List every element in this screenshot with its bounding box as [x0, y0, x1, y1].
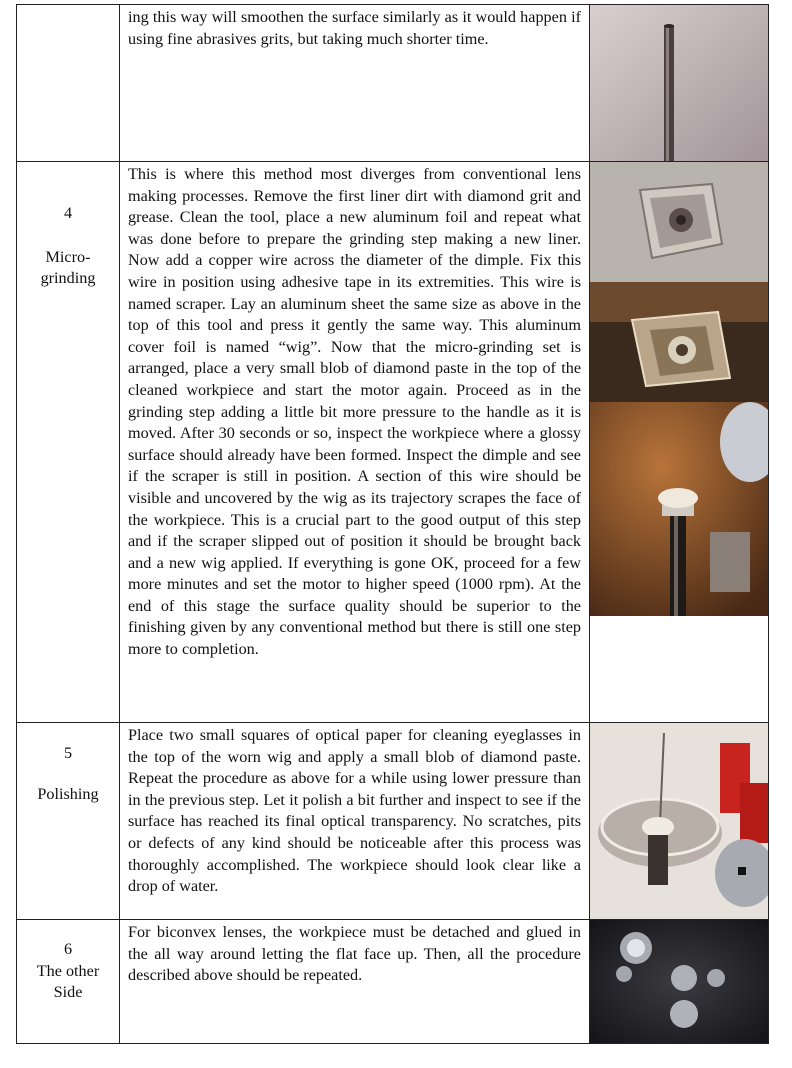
step-number: 5 [63, 744, 73, 762]
table-row [17, 920, 769, 1044]
procedure-table [16, 4, 769, 1044]
step-image-cell [590, 5, 769, 162]
step-description: ing this way will smoothen the surface similarly as it would happen if using fine abrasives grits, but taking much shorter time. [128, 8, 581, 48]
step-name: Micro- grinding [40, 247, 96, 287]
step-label-cell [17, 162, 120, 723]
step-number: 6 [63, 940, 73, 958]
finished-lenses-photo [590, 920, 768, 1043]
step-number: 4 [63, 204, 73, 222]
step-image-cell [590, 723, 769, 920]
step-label-cell [17, 723, 120, 920]
glass-rod-photo [590, 5, 768, 161]
polishing-setup-photo [590, 723, 768, 919]
step-description: This is where this method most diverges from conventional lens making processes. Remove the first liner dirt with diamond grit and grease. Clean the tool, place a new aluminum foil and repeat what was done before to prepare the grinding step making a new liner. Now add a copper wire across the diameter of the dimple. Fix this wire in position using adhesive tape in its extremities. This wire is named scraper. Lay an aluminum sheet the same size as above in the top of this tool and press it gently the same way. This aluminum cover foil is named “wig”. Now that the micro-grinding set is arranged, place a very small blob of diamond paste in the top of the cleaned workpiece and start the motor again. Proceed as in the grinding step adding a little bit more pressure to the handle as it is moved. After 30 seconds or so, inspect the workpiece where a glossy surface should already have been formed. Inspect the dimple and see if the scraper is still in position. A section of this wire should be visible and uncovered by the wig as its trajectory scrapes the face of the workpiece. This is a crucial part to the good output of this step and if the scraper slipped out of position it should be brought back and a new wig applied. If everything is gone OK, proceed for a few more minutes and set the motor to higher speed (1000 rpm). At the end of this stage the surface quality should be superior to the finishing given by any conventional method but there is still one step more to completion. [128, 165, 581, 659]
step-description: For biconvex lenses, the workpiece must be detached and glued in the all way around letting the flat face up. Then, all the procedure described above should be repeated. [128, 923, 581, 985]
step-image-cell [590, 920, 769, 1044]
table-row [17, 723, 769, 920]
step-image-cell [590, 162, 769, 723]
step-name: The other Side [36, 961, 100, 1001]
crumpled-foil-wig-photo [590, 282, 768, 402]
step-text-cell [120, 162, 590, 723]
step-label-cell [17, 920, 120, 1044]
step-name: Polishing [37, 784, 99, 803]
table-row [17, 5, 769, 162]
step-text-cell [120, 5, 590, 162]
workpiece-on-spindle-photo [590, 402, 768, 616]
step-text-cell [120, 723, 590, 920]
step-text-cell [120, 920, 590, 1044]
table-row [17, 162, 769, 723]
step-label-cell [17, 5, 120, 162]
step-description: Place two small squares of optical paper for cleaning eyeglasses in the top of the worn wig and apply a small blob of diamond paste. Repeat the procedure as above for a while using lower pressure than in the previous step. Let it polish a bit further and inspect to see if the surface has reached its final optical transparency. No scratches, pits or defects of any kind should be noticeable after this process was thoroughly accomplished. The workpiece should look clear like a drop of water. [128, 726, 581, 896]
foil-wrapped-tool-photo [590, 162, 768, 282]
